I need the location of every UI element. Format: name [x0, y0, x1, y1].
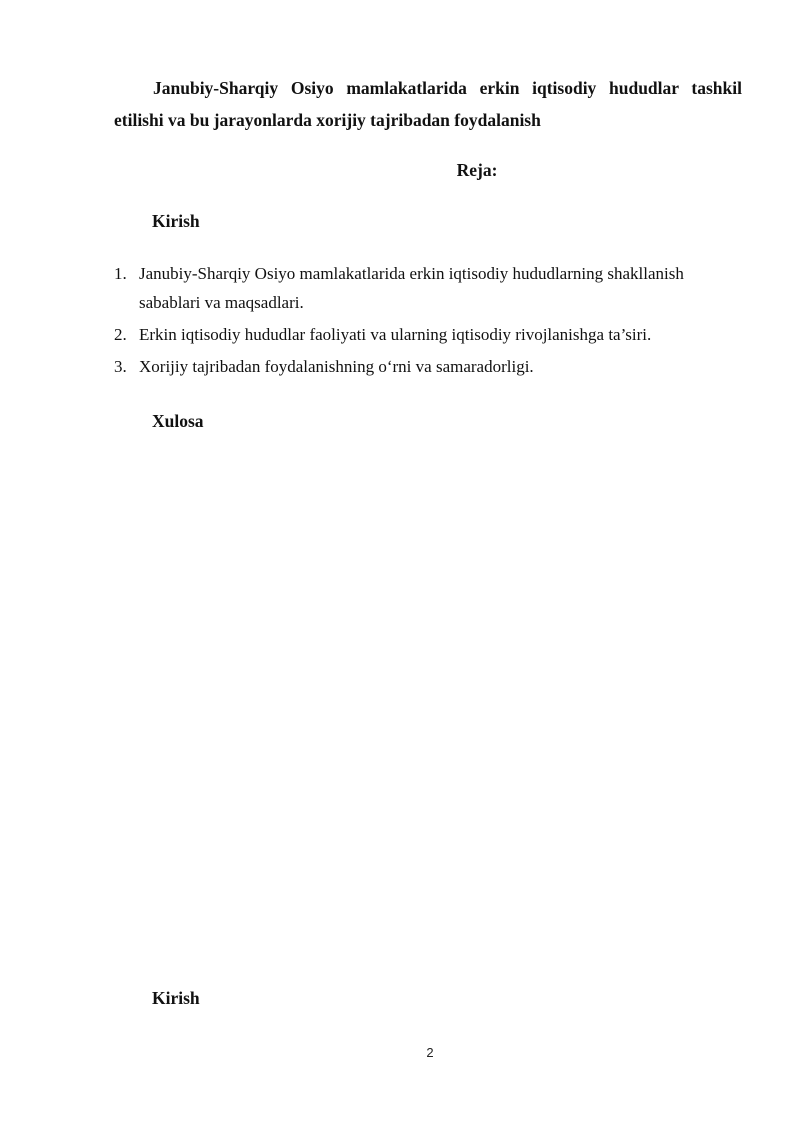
- plan-list: [114, 259, 748, 384]
- plan-item-number: 2.: [114, 325, 127, 344]
- plan-item-number: 3.: [114, 357, 127, 376]
- plan-item-number: 1.: [114, 264, 127, 283]
- plan-item: [114, 352, 748, 381]
- plan-item: [114, 259, 748, 317]
- plan-item-text: Janubiy-Sharqiy Osiyo mamlakatlarida erkin iqtisodiy hududlarning shakllanish sabablari va maqsadlari.: [139, 264, 684, 312]
- plan-conclusion-label: Xulosa: [152, 411, 204, 431]
- page-number: 2: [426, 1045, 434, 1060]
- plan-heading: [114, 158, 742, 182]
- document-title: Janubiy-Sharqiy Osiyo mamlakatlarida erkin iqtisodiy hududlar tashkil etilishi va bu jarayonlarda xorijiy tajribadan foydalanish: [114, 78, 742, 130]
- plan-intro-label: Kirish: [152, 211, 200, 231]
- plan-item-text: Xorijiy tajribadan foydalanishning oʻrni va samaradorligi.: [139, 357, 534, 376]
- intro-section-heading: Kirish: [152, 988, 200, 1008]
- plan-heading-text: Reja:: [456, 160, 498, 180]
- plan-item-text: Erkin iqtisodiy hududlar faoliyati va ularning iqtisodiy rivojlanishga ta’siri.: [139, 325, 652, 344]
- plan-item: [114, 320, 748, 349]
